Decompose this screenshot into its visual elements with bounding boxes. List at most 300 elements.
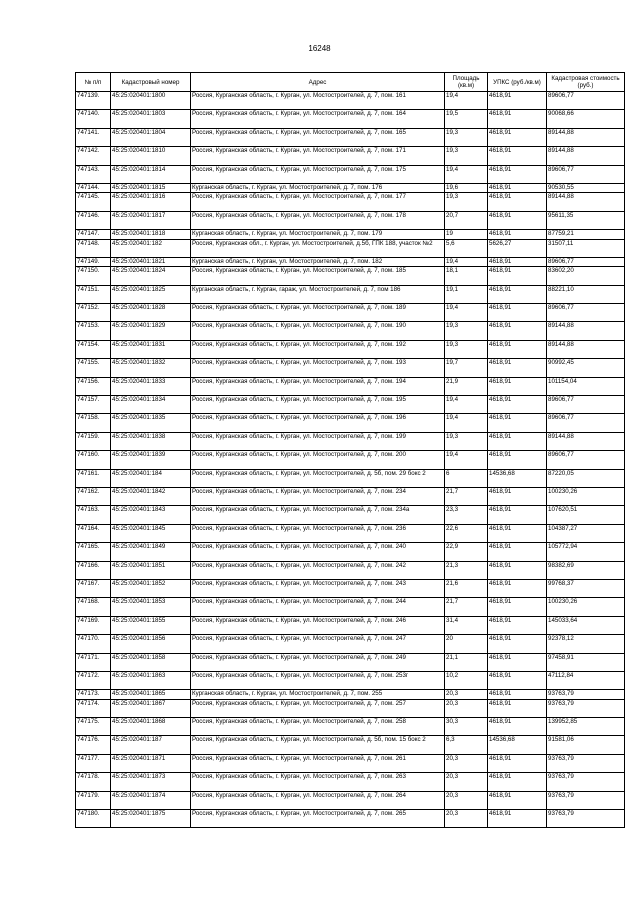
cell-row-number: 747143. [76,165,111,183]
table-row [76,92,625,110]
cell-cadastral-cost: 89144,88 [547,432,625,450]
cell-cadastral-number: 45:25:020401:1843 [111,506,191,524]
cell-cadastral-cost: 87759,21 [547,230,625,239]
cell-row-number: 747140. [76,110,111,128]
cell-address: Курганская область, г. Курган, ул. Мостостроителей, д. 7, пом. 255 [191,690,445,699]
cell-address: Россия, Курганская область, г. Курган, ул. Мостостроителей, д. 7, пом. 263 [191,773,445,791]
header-upks: УПКС (руб./кв.м) [488,73,547,92]
cell-area: 19,3 [445,147,488,165]
cell-area: 19,6 [445,183,488,192]
cell-cadastral-number: 45:25:020401:1849 [111,543,191,561]
cell-address: Россия, Курганская область, г. Курган, ул. Мостостроителей, д. 7, пом. 234 [191,487,445,505]
cell-cadastral-cost: 88221,10 [547,285,625,303]
cell-cadastral-number: 45:25:020401:1853 [111,598,191,616]
cell-upks: 4618,91 [488,690,547,699]
cell-cadastral-cost: 93763,79 [547,690,625,699]
cell-cadastral-cost: 47112,84 [547,671,625,689]
table-row [76,543,625,561]
cell-upks: 14536,68 [488,469,547,487]
cell-cadastral-number: 45:25:020401:1838 [111,432,191,450]
cell-area: 20,3 [445,754,488,772]
cell-upks: 4618,91 [488,304,547,322]
table-row [76,340,625,358]
cell-area: 19,4 [445,92,488,110]
cell-address: Россия, Курганская область, г. Курган, ул. Мостостроителей, д. 7, пом. 190 [191,322,445,340]
cell-address: Россия, Курганская область, г. Курган, ул. Мостостроителей, д. 5б, пом. 29 бокс 2 [191,469,445,487]
cell-cadastral-cost: 100230,26 [547,487,625,505]
cell-row-number: 747144. [76,183,111,192]
cell-row-number: 747169. [76,616,111,634]
cell-upks: 4618,91 [488,699,547,717]
table-row [76,359,625,377]
cell-upks: 4618,91 [488,414,547,432]
cell-cadastral-cost: 83602,20 [547,267,625,285]
cell-upks: 4618,91 [488,359,547,377]
cell-cadastral-cost: 145033,64 [547,616,625,634]
table-row [76,579,625,597]
cell-area: 6,3 [445,736,488,754]
table-row [76,396,625,414]
cell-area: 20,7 [445,211,488,229]
cell-cadastral-number: 45:25:020401:1804 [111,128,191,146]
cell-address: Курганская область, г. Курган, ул. Мостостроителей, д. 7, пом. 179 [191,230,445,239]
cell-row-number: 747142. [76,147,111,165]
cell-upks: 4618,91 [488,754,547,772]
cell-cadastral-cost: 93763,79 [547,773,625,791]
cell-address: Россия, Курганская область, г. Курган, ул. Мостостроителей, д. 7, пом. 258 [191,718,445,736]
table-row [76,718,625,736]
cell-cadastral-number: 45:25:020401:1833 [111,377,191,395]
cell-address: Россия, Курганская область, г. Курган, ул. Мостостроителей, д. 7, пом. 177 [191,193,445,211]
cell-cadastral-number: 45:25:020401:1874 [111,791,191,809]
cell-address: Россия, Курганская область, г. Курган, ул. Мостостроителей, д. 7, пом. 161 [191,92,445,110]
cell-address: Россия, Курганская область, г. Курган, ул. Мостостроителей, д. 7, пом. 234а [191,506,445,524]
cell-upks: 4618,91 [488,451,547,469]
cell-upks: 4618,91 [488,543,547,561]
cell-cadastral-number: 45:25:020401:1817 [111,211,191,229]
cell-cadastral-cost: 89606,77 [547,451,625,469]
cell-area: 21,1 [445,653,488,671]
cell-cadastral-cost: 89144,88 [547,128,625,146]
cell-cadastral-number: 45:25:020401:1818 [111,230,191,239]
cell-upks: 4618,91 [488,193,547,211]
cell-area: 21,3 [445,561,488,579]
cell-upks: 4618,91 [488,506,547,524]
cell-row-number: 747161. [76,469,111,487]
cell-cadastral-number: 45:25:020401:1855 [111,616,191,634]
table-row [76,736,625,754]
cell-row-number: 747141. [76,128,111,146]
header-cadastral-number: Кадастровый номер [111,73,191,92]
cell-row-number: 747165. [76,543,111,561]
cell-row-number: 747150. [76,267,111,285]
cell-area: 21,6 [445,579,488,597]
cell-cadastral-number: 45:25:020401:1800 [111,92,191,110]
cell-area: 20 [445,635,488,653]
cell-area: 19,4 [445,304,488,322]
cell-upks: 4618,91 [488,322,547,340]
cell-cadastral-cost: 89144,88 [547,322,625,340]
cell-address: Россия, Курганская обл., г. Курган, ул. Мостостроителей, д.5б, ГПК 188, участок №2 [191,239,445,257]
cell-cadastral-cost: 92378,12 [547,635,625,653]
cell-cadastral-number: 45:25:020401:1810 [111,147,191,165]
cell-row-number: 747177. [76,754,111,772]
cell-area: 20,3 [445,773,488,791]
cell-upks: 4618,91 [488,432,547,450]
cell-cadastral-number: 45:25:020401:1816 [111,193,191,211]
cell-upks: 5626,27 [488,239,547,257]
cell-area: 19,4 [445,451,488,469]
table-row [76,414,625,432]
cell-cadastral-number: 45:25:020401:1875 [111,810,191,828]
cell-area: 19,3 [445,432,488,450]
cell-cadastral-number: 45:25:020401:1868 [111,718,191,736]
cell-cadastral-number: 45:25:020401:1832 [111,359,191,377]
cell-area: 22,9 [445,543,488,561]
table-row [76,128,625,146]
cell-upks: 4618,91 [488,92,547,110]
cell-cadastral-cost: 90530,55 [547,183,625,192]
header-address: Адрес [191,73,445,92]
cell-address: Курганская область, г. Курган, гараж, ул. Мостостроителей, д. 7, пом 186 [191,285,445,303]
cell-address: Россия, Курганская область, г. Курган, ул. Мостостроителей, д. 7, пом. 264 [191,791,445,809]
cell-cadastral-cost: 89144,88 [547,340,625,358]
cell-upks: 4618,91 [488,230,547,239]
cell-cadastral-number: 45:25:020401:1863 [111,671,191,689]
cell-row-number: 747176. [76,736,111,754]
cell-area: 20,3 [445,810,488,828]
cell-area: 21,7 [445,598,488,616]
cell-address: Россия, Курганская область, г. Курган, ул. Мостостроителей, д. 7, пом. 194 [191,377,445,395]
cell-upks: 4618,91 [488,635,547,653]
cell-cadastral-number: 45:25:020401:1852 [111,579,191,597]
cell-area: 21,9 [445,377,488,395]
cell-row-number: 747154. [76,340,111,358]
cell-cadastral-number: 45:25:020401:187 [111,736,191,754]
cell-row-number: 747149. [76,257,111,266]
table-header-row [76,73,625,92]
cell-area: 20,3 [445,690,488,699]
cell-cadastral-number: 45:25:020401:1835 [111,414,191,432]
table-row [76,377,625,395]
cell-address: Россия, Курганская область, г. Курган, ул. Мостостроителей, д. 7, пом. 178 [191,211,445,229]
table-row [76,754,625,772]
table-row [76,304,625,322]
cell-upks: 4618,91 [488,810,547,828]
cell-area: 19,3 [445,128,488,146]
cell-row-number: 747174. [76,699,111,717]
cell-area: 19,4 [445,414,488,432]
table-row [76,791,625,809]
cell-row-number: 747153. [76,322,111,340]
table-row [76,699,625,717]
cell-address: Россия, Курганская область, г. Курган, ул. Мостостроителей, д. 7, пом. 193 [191,359,445,377]
cell-row-number: 747147. [76,230,111,239]
cell-address: Россия, Курганская область, г. Курган, ул. Мостостроителей, д. 7, пом. 165 [191,128,445,146]
table-row [76,451,625,469]
table-row [76,487,625,505]
cell-upks: 4618,91 [488,598,547,616]
cell-address: Россия, Курганская область, г. Курган, ул. Мостостроителей, д. 7, пом. 261 [191,754,445,772]
cell-row-number: 747152. [76,304,111,322]
cell-cadastral-cost: 93763,79 [547,791,625,809]
cell-cadastral-number: 45:25:020401:1842 [111,487,191,505]
cell-cadastral-number: 45:25:020401:1845 [111,524,191,542]
cell-row-number: 747163. [76,506,111,524]
table-row [76,193,625,211]
cell-row-number: 747146. [76,211,111,229]
cell-cadastral-number: 45:25:020401:1851 [111,561,191,579]
cell-row-number: 747168. [76,598,111,616]
cell-cadastral-cost: 105772,94 [547,543,625,561]
cell-row-number: 747162. [76,487,111,505]
cell-area: 19,4 [445,165,488,183]
cell-area: 19,4 [445,396,488,414]
cell-row-number: 747179. [76,791,111,809]
cell-cadastral-cost: 99768,37 [547,579,625,597]
cell-cadastral-number: 45:25:020401:1871 [111,754,191,772]
table-row [76,211,625,229]
cell-address: Россия, Курганская область, г. Курган, ул. Мостостроителей, д. 7, пом. 196 [191,414,445,432]
table-row [76,183,625,192]
cell-address: Россия, Курганская область, г. Курган, ул. Мостостроителей, д. 7, пом. 195 [191,396,445,414]
cell-cadastral-number: 45:25:020401:1839 [111,451,191,469]
cell-upks: 4618,91 [488,377,547,395]
cell-cadastral-number: 45:25:020401:1856 [111,635,191,653]
table-row [76,267,625,285]
cell-area: 19,7 [445,359,488,377]
cell-cadastral-number: 45:25:020401:1829 [111,322,191,340]
cell-cadastral-cost: 139952,85 [547,718,625,736]
cell-row-number: 747151. [76,285,111,303]
cell-upks: 4618,91 [488,183,547,192]
table-row [76,432,625,450]
cell-row-number: 747145. [76,193,111,211]
cell-address: Россия, Курганская область, г. Курган, ул. Мостостроителей, д. 7, пом. 240 [191,543,445,561]
table-row [76,285,625,303]
cell-row-number: 747180. [76,810,111,828]
cell-address: Россия, Курганская область, г. Курган, ул. Мостостроителей, д. 7, пом. 200 [191,451,445,469]
header-area: Площадь (кв.м) [445,73,488,92]
cell-upks: 4618,91 [488,285,547,303]
cell-cadastral-cost: 89606,77 [547,165,625,183]
cell-upks: 4618,91 [488,267,547,285]
cell-cadastral-cost: 89606,77 [547,304,625,322]
cell-area: 5,6 [445,239,488,257]
cell-address: Россия, Курганская область, г. Курган, ул. Мостостроителей, д. 7, пом. 189 [191,304,445,322]
cell-cadastral-number: 45:25:020401:182 [111,239,191,257]
cell-cadastral-number: 45:25:020401:1873 [111,773,191,791]
cell-row-number: 747170. [76,635,111,653]
cell-row-number: 747157. [76,396,111,414]
cell-row-number: 747148. [76,239,111,257]
table-row [76,598,625,616]
cell-cadastral-number: 45:25:020401:1858 [111,653,191,671]
cell-address: Курганская область, г. Курган, ул. Мостостроителей, д. 7, пом. 176 [191,183,445,192]
cell-cadastral-cost: 95611,35 [547,211,625,229]
table-row [76,322,625,340]
cell-cadastral-number: 45:25:020401:1831 [111,340,191,358]
table-row [76,506,625,524]
cell-upks: 14536,68 [488,736,547,754]
table-row [76,469,625,487]
cell-address: Курганская область, г. Курган, ул. Мостостроителей, д. 7, пом. 182 [191,257,445,266]
cell-cadastral-cost: 90068,66 [547,110,625,128]
table-row [76,257,625,266]
cell-cadastral-cost: 100230,26 [547,598,625,616]
cell-area: 18,1 [445,267,488,285]
cell-row-number: 747156. [76,377,111,395]
cell-area: 19 [445,230,488,239]
table-row [76,810,625,828]
cell-cadastral-cost: 93763,79 [547,699,625,717]
cell-upks: 4618,91 [488,165,547,183]
cell-address: Россия, Курганская область, г. Курган, ул. Мостостроителей, д. 7, пом. 243 [191,579,445,597]
cell-area: 20,3 [445,699,488,717]
cell-area: 19,1 [445,285,488,303]
cell-row-number: 747178. [76,773,111,791]
cell-area: 22,6 [445,524,488,542]
cadastral-value-table [75,72,625,828]
cell-address: Россия, Курганская область, г. Курган, ул. Мостостроителей, д. 5б, пом. 15 бокс 2 [191,736,445,754]
cell-row-number: 747166. [76,561,111,579]
cell-upks: 4618,91 [488,579,547,597]
cell-cadastral-cost: 87220,05 [547,469,625,487]
table-row [76,671,625,689]
cell-cadastral-cost: 89606,77 [547,396,625,414]
cell-cadastral-number: 45:25:020401:1834 [111,396,191,414]
table-row [76,524,625,542]
cell-cadastral-cost: 89606,77 [547,257,625,266]
cell-address: Россия, Курганская область, г. Курган, ул. Мостостроителей, д. 7, пом. 253г [191,671,445,689]
table-row [76,147,625,165]
cell-row-number: 747155. [76,359,111,377]
table-row [76,110,625,128]
table-row [76,653,625,671]
cell-cadastral-number: 45:25:020401:1865 [111,690,191,699]
cell-address: Россия, Курганская область, г. Курган, ул. Мостостроителей, д. 7, пом. 265 [191,810,445,828]
header-cadastral-cost: Кадастровая стоимость (руб.) [547,73,625,92]
cell-cadastral-cost: 97458,91 [547,653,625,671]
cell-cadastral-cost: 89606,77 [547,414,625,432]
table-row [76,239,625,257]
cell-row-number: 747139. [76,92,111,110]
cell-cadastral-number: 45:25:020401:1814 [111,165,191,183]
table-row [76,616,625,634]
cell-address: Россия, Курганская область, г. Курган, ул. Мостостроителей, д. 7, пом. 199 [191,432,445,450]
cell-address: Россия, Курганская область, г. Курган, ул. Мостостроителей, д. 7, пом. 257 [191,699,445,717]
cell-row-number: 747160. [76,451,111,469]
page-number: 16248 [308,44,331,53]
cell-upks: 4618,91 [488,110,547,128]
cell-area: 31,4 [445,616,488,634]
cell-address: Россия, Курганская область, г. Курган, ул. Мостостроителей, д. 7, пом. 247 [191,635,445,653]
cell-cadastral-cost: 98382,69 [547,561,625,579]
cell-cadastral-number: 45:25:020401:1815 [111,183,191,192]
cell-upks: 4618,91 [488,791,547,809]
cell-upks: 4618,91 [488,257,547,266]
cell-area: 30,3 [445,718,488,736]
cell-upks: 4618,91 [488,147,547,165]
table-row [76,690,625,699]
cell-upks: 4618,91 [488,561,547,579]
cell-cadastral-cost: 93763,79 [547,810,625,828]
cell-cadastral-cost: 91581,06 [547,736,625,754]
cell-cadastral-cost: 90992,45 [547,359,625,377]
cell-upks: 4618,91 [488,671,547,689]
cell-address: Россия, Курганская область, г. Курган, ул. Мостостроителей, д. 7, пом. 244 [191,598,445,616]
cell-row-number: 747175. [76,718,111,736]
cell-address: Россия, Курганская область, г. Курган, ул. Мостостроителей, д. 7, пом. 175 [191,165,445,183]
cell-row-number: 747172. [76,671,111,689]
cell-upks: 4618,91 [488,340,547,358]
cell-cadastral-cost: 101154,04 [547,377,625,395]
cell-cadastral-cost: 89606,77 [547,92,625,110]
cell-area: 21,7 [445,487,488,505]
cell-cadastral-cost: 107620,51 [547,506,625,524]
cell-upks: 4618,91 [488,616,547,634]
cell-upks: 4618,91 [488,128,547,146]
cell-area: 19,3 [445,322,488,340]
cell-area: 6 [445,469,488,487]
table-row [76,773,625,791]
cell-upks: 4618,91 [488,773,547,791]
cell-upks: 4618,91 [488,487,547,505]
cell-row-number: 747173. [76,690,111,699]
cell-area: 19,5 [445,110,488,128]
cell-row-number: 747171. [76,653,111,671]
cell-upks: 4618,91 [488,653,547,671]
cell-cadastral-number: 45:25:020401:1803 [111,110,191,128]
cell-cadastral-cost: 89144,88 [547,193,625,211]
cell-upks: 4618,91 [488,211,547,229]
cell-area: 19,3 [445,340,488,358]
cell-address: Россия, Курганская область, г. Курган, ул. Мостостроителей, д. 7, пом. 171 [191,147,445,165]
cell-cadastral-cost: 89144,88 [547,147,625,165]
cell-row-number: 747159. [76,432,111,450]
cell-cadastral-cost: 104387,27 [547,524,625,542]
cell-area: 20,3 [445,791,488,809]
table-row [76,165,625,183]
table-row [76,230,625,239]
cell-cadastral-number: 45:25:020401:184 [111,469,191,487]
cell-row-number: 747158. [76,414,111,432]
cell-upks: 4618,91 [488,524,547,542]
cell-area: 19,4 [445,257,488,266]
cell-address: Россия, Курганская область, г. Курган, ул. Мостостроителей, д. 7, пом. 236 [191,524,445,542]
cell-address: Россия, Курганская область, г. Курган, ул. Мостостроителей, д. 7, пом. 164 [191,110,445,128]
cell-upks: 4618,91 [488,718,547,736]
cell-address: Россия, Курганская область, г. Курган, ул. Мостостроителей, д. 7, пом. 246 [191,616,445,634]
cell-area: 19,3 [445,193,488,211]
cell-address: Россия, Курганская область, г. Курган, ул. Мостостроителей, д. 7, пом. 192 [191,340,445,358]
cell-row-number: 747167. [76,579,111,597]
header-number: № п/п [76,73,111,92]
cell-cadastral-number: 45:25:020401:1867 [111,699,191,717]
table-row [76,635,625,653]
cell-cadastral-number: 45:25:020401:1824 [111,267,191,285]
cell-cadastral-cost: 31507,11 [547,239,625,257]
cell-address: Россия, Курганская область, г. Курган, ул. Мостостроителей, д. 7, пом. 249 [191,653,445,671]
cell-cadastral-number: 45:25:020401:1821 [111,257,191,266]
cell-address: Россия, Курганская область, г. Курган, ул. Мостостроителей, д. 7, пом. 242 [191,561,445,579]
cell-row-number: 747164. [76,524,111,542]
cell-upks: 4618,91 [488,396,547,414]
cell-address: Россия, Курганская область, г. Курган, ул. Мостостроителей, д. 7, пом. 185 [191,267,445,285]
table-row [76,561,625,579]
table-body [76,92,625,828]
cell-cadastral-number: 45:25:020401:1828 [111,304,191,322]
